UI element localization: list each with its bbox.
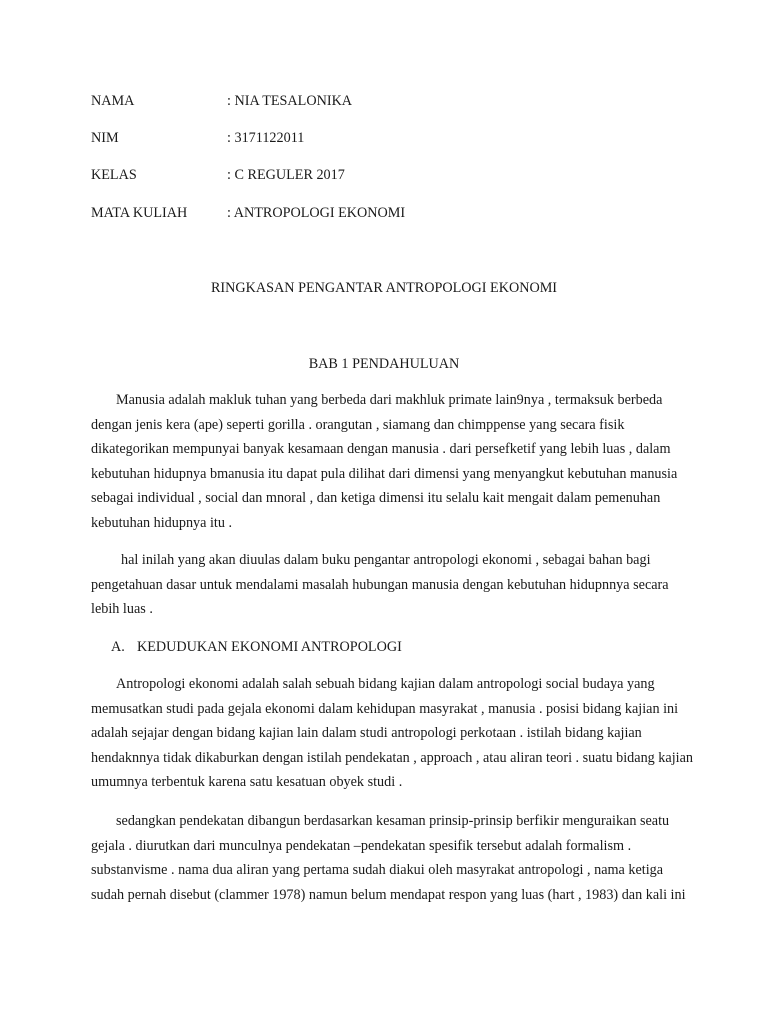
identity-row-nama: [91, 91, 352, 111]
identity-label: KELAS: [91, 167, 137, 183]
text-line: substanvisme . nama dua aliran yang pertama sudah diakui oleh masyrakat antropologi , nama ketiga: [91, 862, 664, 878]
identity-label: NAMA: [91, 93, 135, 109]
text-line: hal inilah yang akan diuulas dalam buku pengantar antropologi ekonomi , sebagai bahan bagi: [121, 552, 651, 568]
text-line: Antropologi ekonomi adalah salah sebuah bidang kajian dalam antropologi social budaya yang: [116, 676, 655, 692]
text-line: lebih luas .: [91, 601, 153, 617]
section-title: KEDUDUKAN EKONOMI ANTROPOLOGI: [137, 639, 402, 655]
text-line: kebutuhan hidupnya itu .: [91, 514, 233, 531]
paragraph-2: [91, 548, 681, 622]
text-line: dikategorikan mempunyai banyak kesamaan dengan manusia . dari persefketif yang lebih luas , dalam: [91, 441, 671, 457]
document-title: RINGKASAN PENGANTAR ANTROPOLOGI EKONOMI: [210, 280, 558, 296]
identity-value: : C REGULER 2017: [227, 167, 345, 183]
text-line: hendaknnya tidak dikaburkan dengan istilah pendekatan , approach , atau aliran teori . suatu bidang kajian: [91, 749, 693, 766]
identity-value: : ANTROPOLOGI EKONOMI: [227, 205, 406, 221]
paragraph-3: [91, 672, 693, 795]
text-line: gejala . diurutkan dari munculnya pendekatan –pendekatan spesifik tersebut adalah formalism .: [91, 837, 632, 854]
text-line: memusatkan studi pada gejala ekonomi dalam kehidupan masyrakat , manusia . posisi bidang kajian ini: [91, 700, 679, 717]
text-line: kebutuhan hidupnya bmanusia itu dapat pula dilihat dari dimensi yang menyangkut kebutuhan manusia: [91, 465, 678, 482]
section-marker: A.: [111, 639, 125, 655]
text-line: sudah pernah disebut (clammer 1978) namun belum mendapat respon yang luas (hart , 1983) dan kali ini: [91, 886, 686, 903]
identity-row-nim: [91, 128, 304, 148]
identity-label: MATA KULIAH: [91, 205, 188, 221]
chapter-title: BAB 1 PENDAHULUAN: [308, 356, 460, 372]
text-line: dengan jenis kera (ape) seperti gorilla . orangutan , siamang dan chimppense yang secara fisik: [91, 416, 625, 433]
section-a-heading: [91, 637, 402, 657]
text-line: sedangkan pendekatan dibangun berdasarkan kesaman prinsip-prinsip berfikir menguraikan seatu: [116, 813, 670, 829]
identity-label: NIM: [91, 130, 119, 146]
identity-row-kelas: [91, 165, 345, 185]
paragraph-1: [91, 388, 681, 535]
identity-value: : 3171122011: [227, 130, 305, 146]
text-line: adalah sejajar dengan bidang kajian lain dalam studi antropologi perkotaan . istilah bidang kajian: [91, 725, 642, 741]
paragraph-4: [91, 809, 686, 907]
text-line: sebagai individual , social dan mnoral , dan ketiga dimensi itu selalu kait mengait dalam pemenuhan: [91, 490, 661, 506]
identity-row-mata-kuliah: [91, 203, 405, 223]
text-line: pengetahuan dasar untuk mendalami masalah hubungan manusia dengan kebutuhan hidupnnya secara: [91, 576, 669, 593]
identity-value: : NIA TESALONIKA: [227, 93, 353, 109]
text-line: Manusia adalah makluk tuhan yang berbeda dari makhluk primate lain9nya , termaksuk berbeda: [116, 392, 663, 408]
text-line: umumnya terbentuk karena satu kesatuan obyek studi .: [91, 774, 403, 790]
